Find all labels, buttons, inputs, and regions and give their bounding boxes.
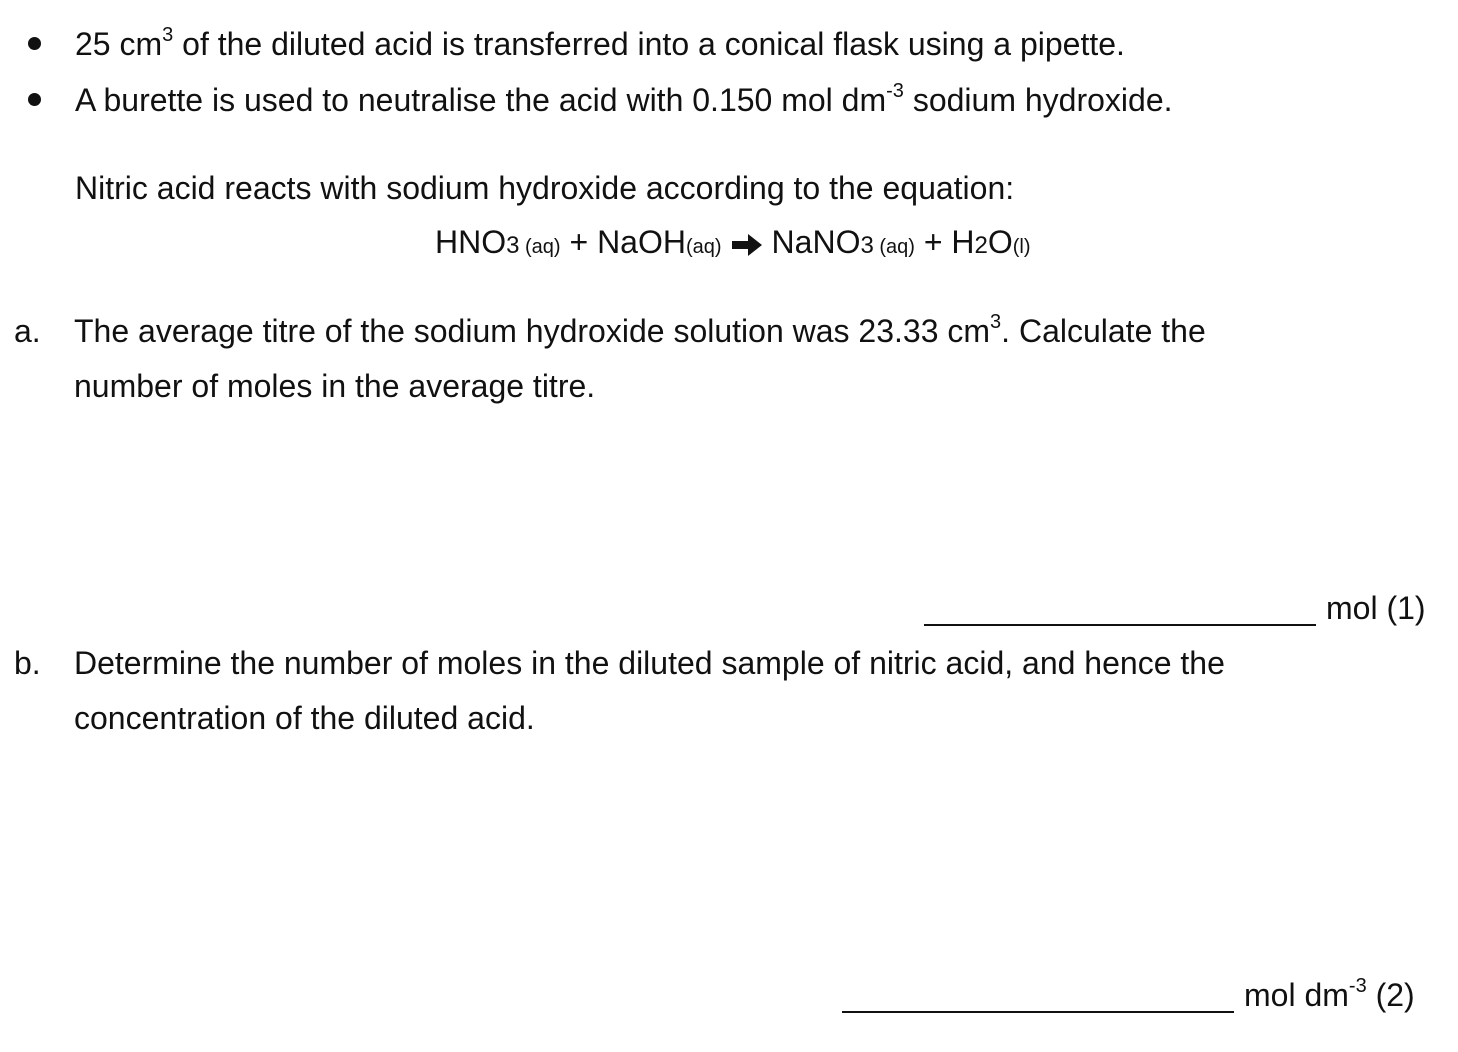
answer-b-line[interactable] [842,1011,1234,1013]
answer-a-line[interactable] [924,624,1316,626]
bullet-text-2: A burette is used to neutralise the acid with 0.150 mol $dm^{-3}$ sodium hydroxide. [75,80,1173,118]
reaction-arrow-icon [730,231,764,259]
equation-intro: Nitric acid reacts with sodium hydroxide according to the equation: [75,170,1015,206]
question-a-label: a. [14,313,41,349]
question-b-label: b. [14,645,41,681]
bullet-text-1: 25 $cm^3$ of the diluted acid is transferred into a conical flask using a pipette. [75,24,1125,62]
question-b-text-line2: concentration of the diluted acid. [74,700,535,736]
question-b-text-line1: Determine the number of moles in the diluted sample of nitric acid, and hence the [74,645,1225,681]
answer-b-unit: mol $dm^{-3}$ (2) [1244,975,1415,1013]
bullet-point [28,93,41,106]
question-a-text-line1: The average titre of the sodium hydroxide solution was 23.33 $cm^3$. Calculate the [74,311,1206,349]
bullet-point [28,37,41,50]
chemical-equation: HNO3 (aq) + NaOH(aq) NaNO3 (aq) + H2O(l) [435,224,1031,260]
question-a-text-line2: number of moles in the average titre. [74,368,596,404]
answer-a-unit: mol (1) [1326,590,1426,626]
